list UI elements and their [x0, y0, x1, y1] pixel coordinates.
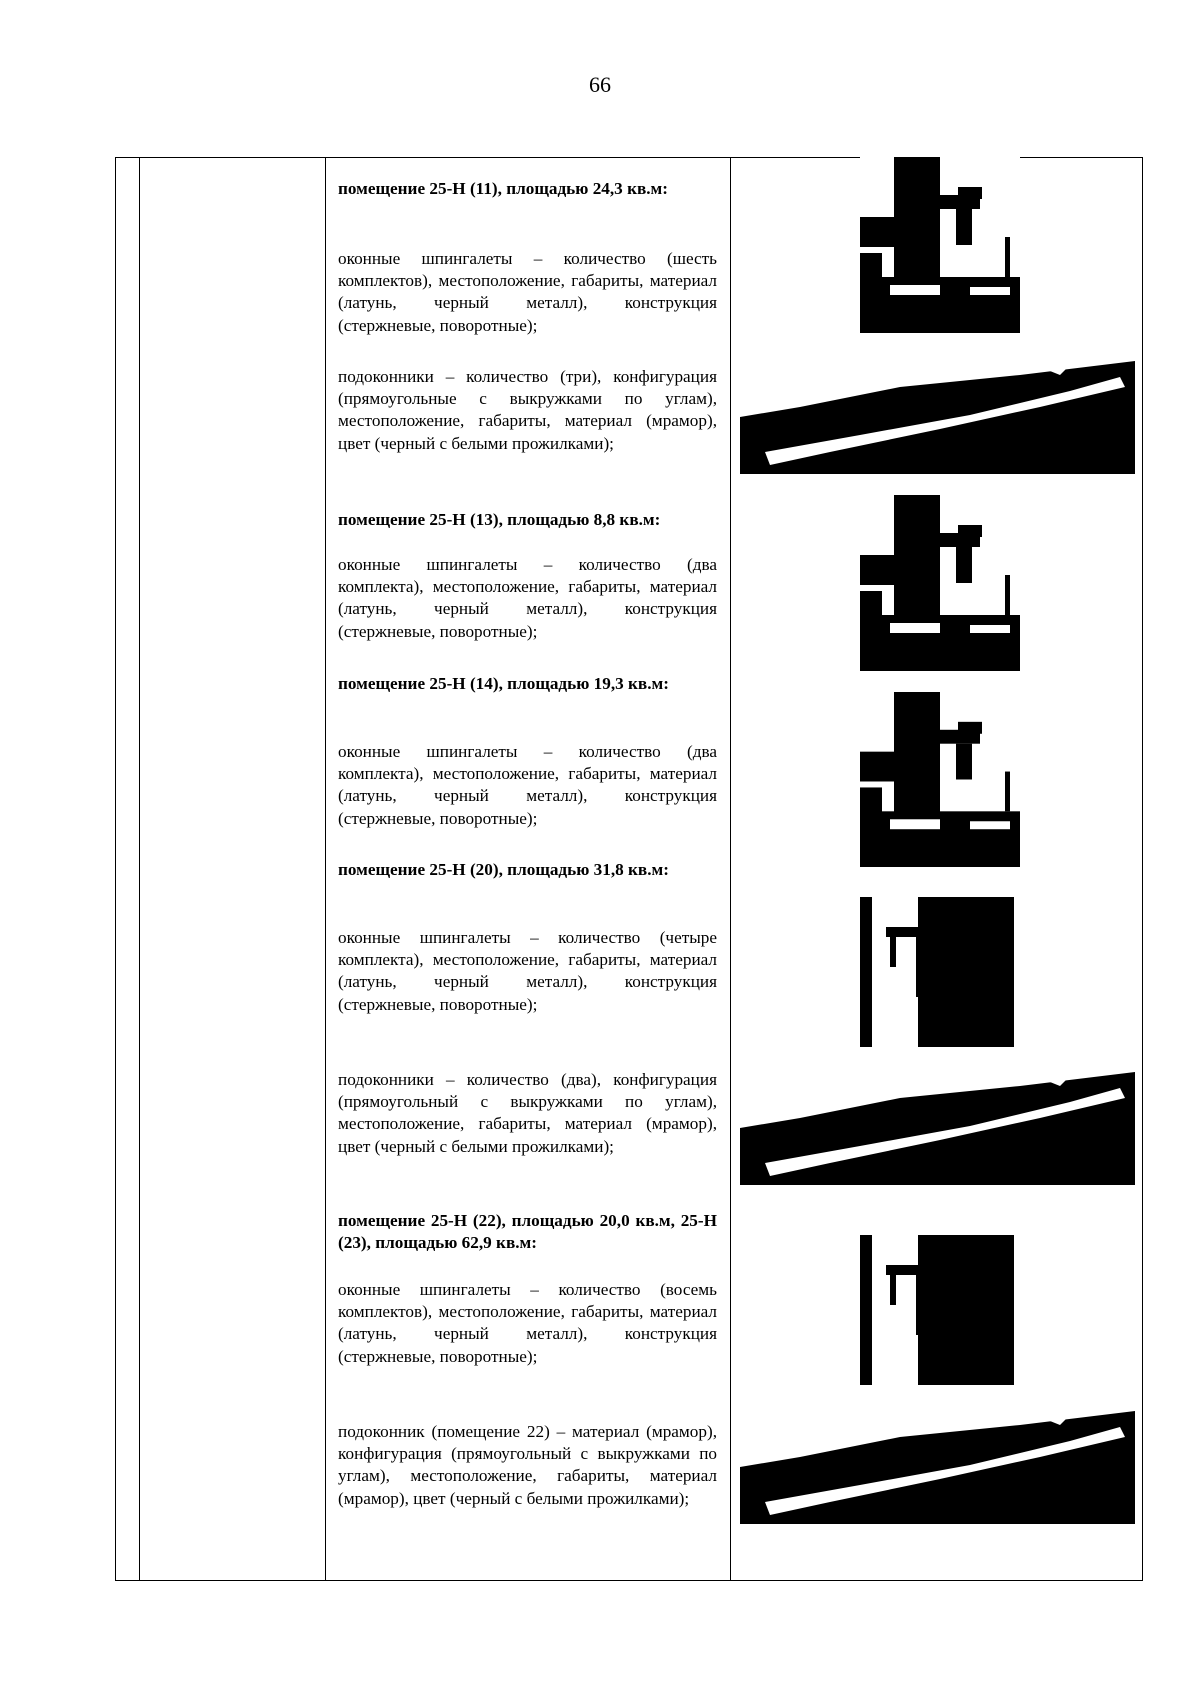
room-heading: помещение 25-Н (14), площадью 19,3 кв.м:	[338, 674, 669, 693]
photo-windowsill	[740, 1068, 1135, 1185]
table-divider-1	[139, 157, 140, 1581]
table-divider-3	[730, 157, 731, 1581]
item-paragraph: оконные шпингалеты – количество (шесть комплектов), местоположение, габариты, материал (латунь, черный металл), конструкция (стержневые, поворотные);	[338, 249, 717, 335]
photo-windowsill	[740, 1407, 1135, 1524]
item-paragraph: подоконник (помещение 22) – материал (мрамор), конфигурация (прямоугольный с выкружками по углам), местоположение, габариты, материал (мрамор), цвет (черный с белыми прожилками);	[338, 1422, 717, 1508]
room-heading: помещение 25-Н (22), площадью 20,0 кв.м, 25-Н (23), площадью 62,9 кв.м:	[338, 1211, 717, 1253]
photo-window-latch	[860, 157, 1020, 333]
photo-window-latch-frame	[860, 897, 1014, 1047]
item-paragraph: оконные шпингалеты – количество (два комплекта), местоположение, габариты, материал (латунь, черный металл), конструкция (стержневые, поворотные);	[338, 555, 717, 641]
photo-window-latch	[860, 692, 1020, 867]
page-number: 66	[589, 72, 611, 97]
photo-windowsill	[740, 357, 1135, 474]
photo-window-latch	[860, 495, 1020, 671]
item-paragraph: подоконники – количество (три), конфигурация (прямоугольные с выкружками по углам), местоположение, габариты, материал (мрамор), цвет (черный с белыми прожилками);	[338, 367, 717, 453]
room-heading: помещение 25-Н (20), площадью 31,8 кв.м:	[338, 860, 669, 879]
item-paragraph: подоконники – количество (два), конфигурация (прямоугольный с выкружками по углам), местоположение, габариты, материал (мрамор), цвет (черный с белыми прожилками);	[338, 1070, 717, 1156]
room-heading: помещение 25-Н (11), площадью 24,3 кв.м:	[338, 179, 668, 198]
item-paragraph: оконные шпингалеты – количество (четыре комплекта), местоположение, габариты, материал (латунь, черный металл), конструкция (стержневые, поворотные);	[338, 928, 717, 1014]
item-paragraph: оконные шпингалеты – количество (восемь комплектов), местоположение, габариты, материал (латунь, черный металл), конструкция (стержневые, поворотные);	[338, 1280, 717, 1366]
item-paragraph: оконные шпингалеты – количество (два комплекта), местоположение, габариты, материал (латунь, черный металл), конструкция (стержневые, поворотные);	[338, 742, 717, 828]
table-divider-2	[325, 157, 326, 1581]
room-heading: помещение 25-Н (13), площадью 8,8 кв.м:	[338, 510, 661, 529]
photo-window-latch-frame	[860, 1235, 1014, 1385]
